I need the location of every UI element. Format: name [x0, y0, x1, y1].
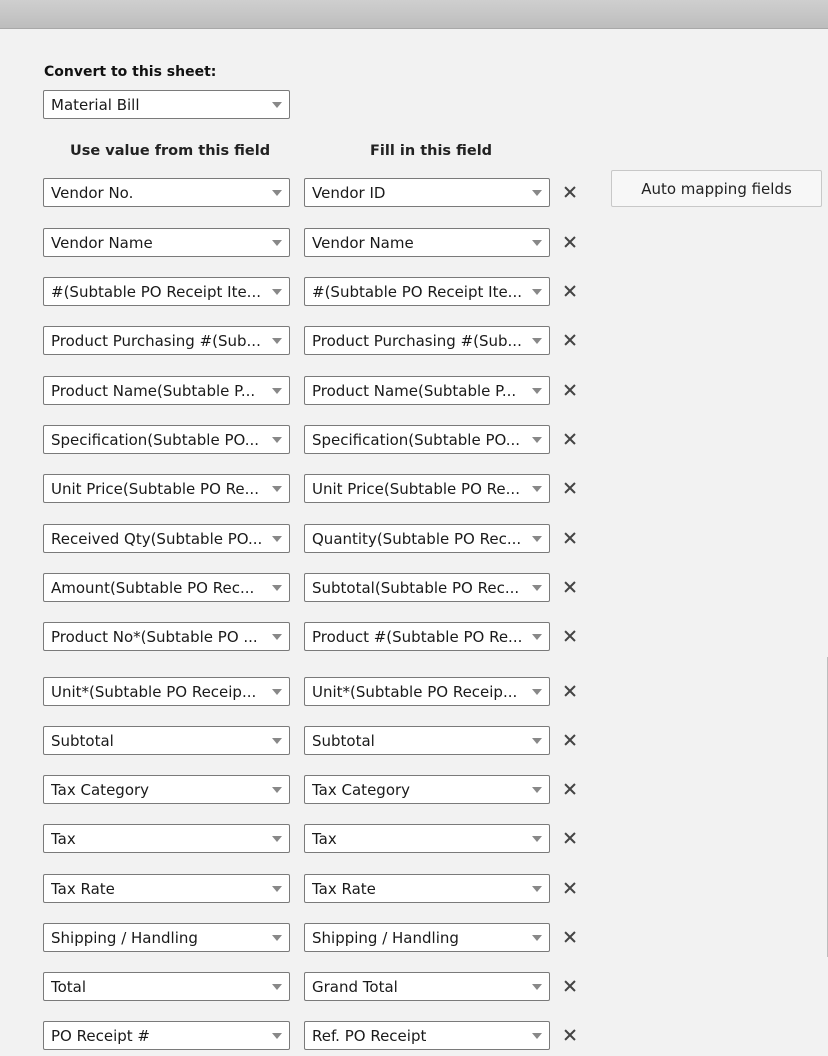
target-field-select-value: Subtotal — [312, 731, 375, 750]
chevron-down-icon — [272, 289, 282, 295]
remove-mapping-icon[interactable] — [563, 383, 577, 397]
chevron-down-icon — [532, 787, 542, 793]
remove-mapping-icon[interactable] — [563, 235, 577, 249]
remove-mapping-icon[interactable] — [563, 481, 577, 495]
target-field-select-value: Vendor ID — [312, 183, 386, 202]
source-field-select-value: Tax Category — [51, 780, 150, 799]
target-sheet-value: Material Bill — [51, 95, 140, 114]
auto-mapping-button[interactable]: Auto mapping fields — [611, 170, 822, 207]
source-field-select-value: #(Subtable PO Receipt Ite... — [51, 282, 261, 301]
source-field-select[interactable] — [43, 425, 290, 454]
chevron-down-icon — [272, 634, 282, 640]
chevron-down-icon — [532, 388, 542, 394]
remove-mapping-icon[interactable] — [563, 1028, 577, 1042]
target-field-select[interactable] — [304, 677, 550, 706]
chevron-down-icon — [272, 689, 282, 695]
dialog-top-bar — [0, 0, 828, 29]
chevron-down-icon — [532, 886, 542, 892]
target-field-select[interactable] — [304, 178, 550, 207]
target-field-select-value: #(Subtable PO Receipt Ite... — [312, 282, 522, 301]
remove-mapping-icon[interactable] — [563, 185, 577, 199]
source-field-select-value: Tax Rate — [51, 879, 115, 898]
source-field-select[interactable] — [43, 228, 290, 257]
target-field-select-value: Tax Rate — [312, 879, 376, 898]
target-field-select[interactable] — [304, 923, 550, 952]
target-field-select-value: Vendor Name — [312, 233, 414, 252]
source-field-select[interactable] — [43, 874, 290, 903]
remove-mapping-icon[interactable] — [563, 531, 577, 545]
source-field-select-value: Product No*(Subtable PO ... — [51, 627, 258, 646]
chevron-down-icon — [532, 585, 542, 591]
source-field-select[interactable] — [43, 677, 290, 706]
target-field-select-value: Unit Price(Subtable PO Re... — [312, 479, 520, 498]
chevron-down-icon — [532, 190, 542, 196]
chevron-down-icon — [272, 240, 282, 246]
remove-mapping-icon[interactable] — [563, 432, 577, 446]
target-field-select[interactable] — [304, 824, 550, 853]
target-field-select-value: Product Purchasing #(Sub... — [312, 331, 522, 350]
chevron-down-icon — [532, 486, 542, 492]
source-field-select-value: Amount(Subtable PO Rec... — [51, 578, 255, 597]
target-field-select-value: Tax — [312, 829, 337, 848]
target-field-select-value: Grand Total — [312, 977, 398, 996]
chevron-down-icon — [272, 738, 282, 744]
chevron-down-icon — [272, 486, 282, 492]
chevron-down-icon — [532, 738, 542, 744]
convert-to-sheet-label: Convert to this sheet: — [44, 64, 217, 80]
chevron-down-icon — [532, 437, 542, 443]
chevron-down-icon — [272, 190, 282, 196]
source-field-select-value: Product Name(Subtable P... — [51, 381, 256, 400]
target-field-select[interactable] — [304, 474, 550, 503]
chevron-down-icon — [272, 984, 282, 990]
target-field-select[interactable] — [304, 376, 550, 405]
chevron-down-icon — [272, 536, 282, 542]
target-field-select[interactable] — [304, 524, 550, 553]
source-column-header: Use value from this field — [70, 143, 271, 159]
target-field-select-value: Shipping / Handling — [312, 928, 459, 947]
source-field-select-value: Shipping / Handling — [51, 928, 198, 947]
chevron-down-icon — [532, 240, 542, 246]
source-field-select-value: Received Qty(Subtable PO... — [51, 529, 263, 548]
target-column-header: Fill in this field — [370, 143, 493, 159]
source-field-select[interactable] — [43, 972, 290, 1001]
remove-mapping-icon[interactable] — [563, 979, 577, 993]
source-field-select[interactable] — [43, 1021, 290, 1050]
target-field-select[interactable] — [304, 775, 550, 804]
target-field-select[interactable] — [304, 326, 550, 355]
source-field-select[interactable] — [43, 277, 290, 306]
source-field-select[interactable] — [43, 326, 290, 355]
source-field-select-value: PO Receipt # — [51, 1026, 150, 1045]
target-field-select[interactable] — [304, 1021, 550, 1050]
chevron-down-icon — [272, 585, 282, 591]
target-field-select[interactable] — [304, 277, 550, 306]
source-field-select-value: Product Purchasing #(Sub... — [51, 331, 261, 350]
source-field-select-value: Unit*(Subtable PO Receip... — [51, 682, 257, 701]
chevron-down-icon — [532, 536, 542, 542]
remove-mapping-icon[interactable] — [563, 733, 577, 747]
chevron-down-icon — [272, 102, 282, 108]
chevron-down-icon — [532, 836, 542, 842]
target-field-select-value: Product Name(Subtable P... — [312, 381, 517, 400]
chevron-down-icon — [272, 437, 282, 443]
target-field-select-value: Quantity(Subtable PO Rec... — [312, 529, 522, 548]
remove-mapping-icon[interactable] — [563, 333, 577, 347]
source-field-select[interactable] — [43, 524, 290, 553]
source-field-select-value: Tax — [51, 829, 76, 848]
chevron-down-icon — [532, 984, 542, 990]
remove-mapping-icon[interactable] — [563, 684, 577, 698]
target-field-select-value: Tax Category — [312, 780, 411, 799]
target-field-select-value: Product #(Subtable PO Re... — [312, 627, 523, 646]
source-field-select[interactable] — [43, 726, 290, 755]
source-field-select-value: Subtotal — [51, 731, 114, 750]
remove-mapping-icon[interactable] — [563, 284, 577, 298]
remove-mapping-icon[interactable] — [563, 881, 577, 895]
target-field-select[interactable] — [304, 228, 550, 257]
target-field-select[interactable] — [304, 874, 550, 903]
source-field-select-value: Vendor Name — [51, 233, 153, 252]
source-field-select[interactable] — [43, 573, 290, 602]
source-field-select[interactable] — [43, 376, 290, 405]
target-field-select-value: Specification(Subtable PO... — [312, 430, 521, 449]
source-field-select[interactable] — [43, 824, 290, 853]
chevron-down-icon — [532, 338, 542, 344]
remove-mapping-icon[interactable] — [563, 831, 577, 845]
chevron-down-icon — [532, 689, 542, 695]
chevron-down-icon — [272, 338, 282, 344]
source-field-select[interactable] — [43, 923, 290, 952]
source-field-select[interactable] — [43, 474, 290, 503]
chevron-down-icon — [532, 935, 542, 941]
source-field-select-value: Total — [51, 977, 87, 996]
remove-mapping-icon[interactable] — [563, 930, 577, 944]
chevron-down-icon — [532, 1033, 542, 1039]
chevron-down-icon — [272, 388, 282, 394]
source-field-select-value: Vendor No. — [51, 183, 134, 202]
source-field-select-value: Unit Price(Subtable PO Re... — [51, 479, 259, 498]
target-field-select[interactable] — [304, 726, 550, 755]
target-field-select[interactable] — [304, 573, 550, 602]
target-field-select[interactable] — [304, 425, 550, 454]
target-sheet-select[interactable] — [43, 90, 290, 119]
target-field-select-value: Ref. PO Receipt — [312, 1026, 427, 1045]
chevron-down-icon — [272, 836, 282, 842]
source-field-select-value: Specification(Subtable PO... — [51, 430, 260, 449]
chevron-down-icon — [532, 634, 542, 640]
remove-mapping-icon[interactable] — [563, 629, 577, 643]
target-field-select-value: Subtotal(Subtable PO Rec... — [312, 578, 520, 597]
chevron-down-icon — [272, 787, 282, 793]
chevron-down-icon — [532, 289, 542, 295]
chevron-down-icon — [272, 886, 282, 892]
target-field-select[interactable] — [304, 622, 550, 651]
remove-mapping-icon[interactable] — [563, 580, 577, 594]
source-field-select[interactable] — [43, 178, 290, 207]
remove-mapping-icon[interactable] — [563, 782, 577, 796]
chevron-down-icon — [272, 935, 282, 941]
source-field-select[interactable] — [43, 622, 290, 651]
target-field-select-value: Unit*(Subtable PO Receip... — [312, 682, 518, 701]
source-field-select[interactable] — [43, 775, 290, 804]
target-field-select[interactable] — [304, 972, 550, 1001]
chevron-down-icon — [272, 1033, 282, 1039]
